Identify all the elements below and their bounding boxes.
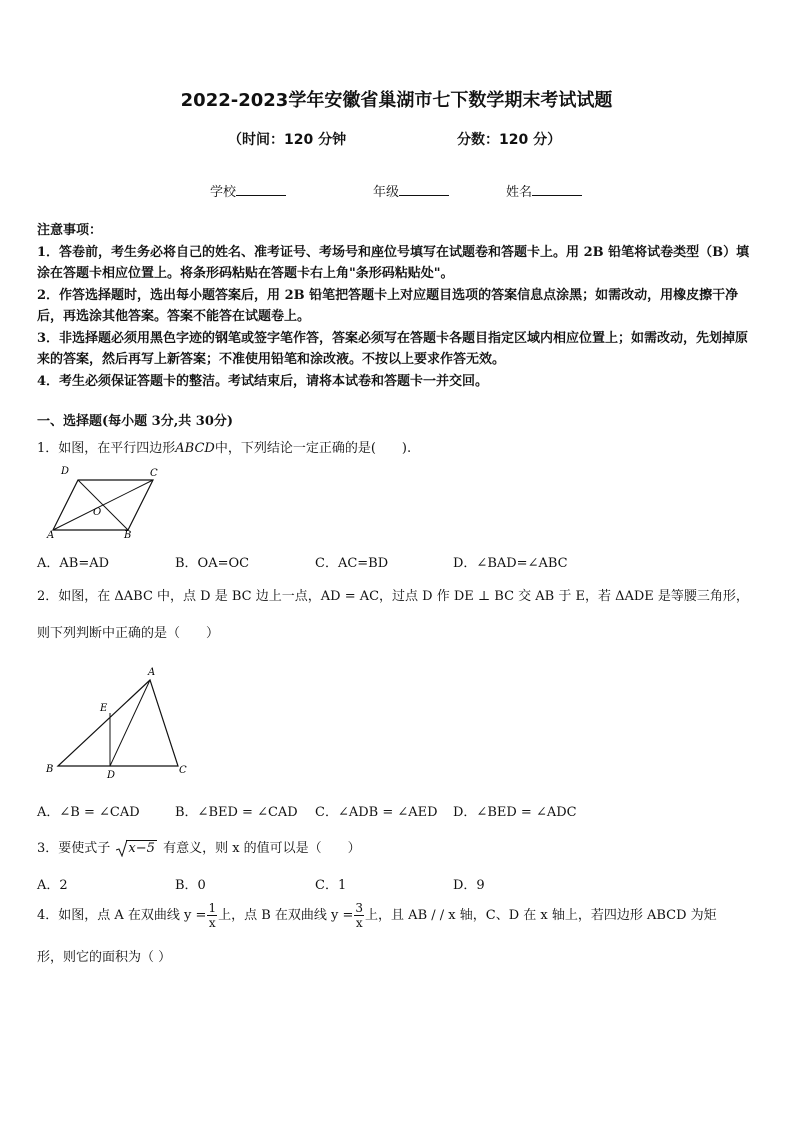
sqrt-expression (116, 841, 157, 856)
fraction-1-over-x (207, 901, 217, 930)
q4-part-2: 上，点 B 在双曲线 y = (218, 908, 354, 923)
label-d: D (107, 770, 116, 781)
q1-math: ABCD (175, 441, 215, 456)
q2-option-c: C．∠ADB = ∠AED (315, 805, 438, 820)
name-field (506, 181, 582, 200)
page-title: 2022-2023学年安徽省巢湖市七下数学期末考试试题 (180, 90, 613, 111)
grade-field (373, 181, 449, 200)
section-heading: 一、选择题(每小题 3分,共 30分) (37, 414, 234, 429)
label-c: C (150, 468, 158, 479)
notes-section (37, 220, 759, 392)
exam-time: （时间：120 分钟 (228, 132, 347, 148)
exam-score: 分数：120 分） (457, 132, 562, 148)
grade-blank (399, 183, 449, 196)
q1-figure (40, 462, 165, 542)
diagonal-bd (78, 480, 128, 530)
label-e: E (100, 703, 108, 714)
question-4-line-2: 形，则它的面积为（ ） (37, 950, 172, 965)
question-2: 2．如图，在 ΔABC 中，点 D 是 BC 边上一点，AD = AC，过点 D 作 DE ⊥ BC 交 AB 于 E，若 ΔADE 是等腰三角形，则下列判断中正确的是（ ） (37, 589, 749, 641)
q4-part-1: 4．如图，点 A 在双曲线 y = (37, 908, 207, 923)
fraction-3-over-x (354, 901, 364, 930)
label-c: C (179, 765, 187, 776)
fraction-numerator: 3 (355, 901, 364, 915)
name-blank (532, 183, 582, 196)
label-b: B (124, 530, 132, 541)
q1-suffix: 中，下列结论一定正确的是( ). (214, 441, 412, 456)
q3-option-b: B．0 (175, 878, 206, 893)
segment-ad (110, 680, 150, 766)
triangle-abc (58, 680, 178, 766)
q3-option-c: C．1 (315, 878, 347, 893)
q2-option-b: B．∠BED = ∠CAD (175, 805, 298, 820)
q3-option-a: A．2 (37, 878, 68, 893)
question-4 (37, 901, 717, 930)
q3-prefix: 3．要使式子 (37, 841, 111, 856)
label-o: O (93, 507, 102, 518)
q1-option-d: D．∠BAD=∠ABC (453, 556, 568, 571)
q1-prefix: 1．如图，在平行四边形 (37, 441, 176, 456)
fraction-denominator: x (208, 916, 216, 930)
q3-radicand: x−5 (128, 841, 155, 856)
label-d: D (61, 466, 70, 477)
q1-option-a: A．AB=AD (37, 556, 110, 571)
name-label: 姓名 (506, 185, 533, 200)
fraction-numerator: 1 (208, 901, 217, 915)
q1-option-b: B．OA=OC (175, 556, 250, 571)
label-a: A (47, 530, 55, 541)
school-label: 学校 (210, 185, 237, 200)
radical-sign-icon (116, 839, 128, 857)
q2-option-d: D．∠BED = ∠ADC (453, 805, 577, 820)
school-field (210, 181, 286, 200)
fraction-denominator: x (355, 916, 363, 930)
note-item: 2．作答选择题时，选出每小题答案后，用 2B 铅笔把答题卡上对应题目选项的答案信息点涂黑；如需改动，用橡皮擦干净后，再选涂其他答案。答案不能答在试题卷上。 (37, 287, 739, 324)
q3-option-d: D．9 (453, 878, 485, 893)
label-a: A (148, 667, 156, 678)
question-3 (37, 837, 361, 856)
note-item: 4．考生必须保证答题卡的整洁。考试结束后，请将本试卷和答题卡一并交回。 (37, 373, 489, 389)
notes-heading: 注意事项： (37, 223, 103, 238)
note-item: 1．答卷前，考生务必将自己的姓名、准考证号、考场号和座位号填写在试题卷和答题卡上。用 2B 铅笔将试卷类型（B）填涂在答题卡相应位置上。将条形码粘贴在答题卡右上角"条形码粘贴处"。 (37, 244, 750, 281)
note-item: 3．非选择题必须用黑色字迹的钢笔或签字笔作答，答案必须写在答题卡各题目指定区域内相应位置上；如需改动，先划掉原来的答案，然后再写上新答案；不准使用铅笔和涂改液。不按以上要求作答无效。 (37, 330, 749, 367)
question-1 (37, 437, 411, 456)
grade-label: 年级 (373, 185, 400, 200)
school-blank (236, 183, 286, 196)
label-b: B (46, 764, 54, 775)
q3-suffix: 有意义，则 x 的值可以是（ ） (163, 841, 361, 856)
q4-part-3: 上，且 AB / / x 轴，C、D 在 x 轴上，若四边形 ABCD 为矩 (365, 908, 717, 923)
q2-option-a: A．∠B = ∠CAD (37, 805, 140, 820)
q2-figure (40, 664, 195, 782)
q1-option-c: C．AC=BD (315, 556, 389, 571)
